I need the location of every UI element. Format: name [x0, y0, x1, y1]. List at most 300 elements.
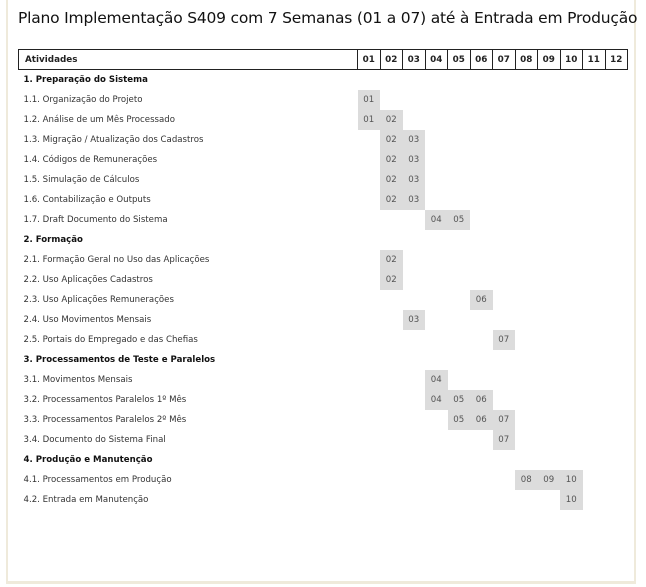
week-cell-empty	[403, 390, 426, 410]
task-row	[19, 210, 628, 230]
task-row	[19, 90, 628, 110]
week-cell-empty	[380, 450, 403, 470]
week-cell-empty	[538, 370, 561, 390]
week-cell-empty	[448, 270, 471, 290]
week-cell-empty	[425, 470, 448, 490]
task-row	[19, 490, 628, 510]
gantt-header-row	[19, 50, 628, 70]
section-label: 3. Processamentos de Teste e Paralelos	[23, 355, 216, 365]
week-cell-empty	[515, 70, 538, 91]
task-row	[19, 410, 628, 430]
week-cell-empty	[380, 70, 403, 91]
week-cell-active: 04	[425, 210, 448, 230]
week-cell-active: 04	[425, 390, 448, 410]
week-cell-empty	[425, 350, 448, 370]
week-cell-empty	[448, 330, 471, 350]
section-row	[19, 350, 628, 370]
week-cell-empty	[583, 290, 606, 310]
gantt-table	[18, 49, 628, 510]
week-cell-empty	[425, 450, 448, 470]
week-cell-active: 10	[560, 490, 583, 510]
week-cell-empty	[560, 290, 583, 310]
task-label: 2.5. Portais do Empregado e das Chefias	[23, 335, 198, 345]
week-cell-empty	[403, 70, 426, 91]
week-cell-empty	[470, 150, 493, 170]
week-cell-empty	[493, 310, 516, 330]
week-cell-active: 01	[358, 90, 381, 110]
week-cell-empty	[403, 230, 426, 250]
week-cell-empty	[425, 270, 448, 290]
task-row	[19, 390, 628, 410]
week-cell-empty	[493, 350, 516, 370]
week-cell-empty	[493, 170, 516, 190]
week-cell-empty	[605, 110, 628, 130]
section-row	[19, 70, 628, 91]
week-cell-empty	[605, 350, 628, 370]
week-cell-empty	[380, 330, 403, 350]
week-cell-empty	[515, 190, 538, 210]
week-cell-empty	[358, 130, 381, 150]
week-cell-empty	[358, 490, 381, 510]
week-cell-empty	[538, 430, 561, 450]
week-cell-empty	[448, 230, 471, 250]
week-header-11: 11	[583, 50, 606, 70]
week-cell-empty	[380, 470, 403, 490]
task-row	[19, 290, 628, 310]
week-cell-empty	[448, 250, 471, 270]
week-cell-empty	[583, 190, 606, 210]
task-row	[19, 310, 628, 330]
week-header-02: 02	[380, 50, 403, 70]
week-cell-empty	[538, 290, 561, 310]
week-cell-empty	[358, 390, 381, 410]
week-cell-empty	[583, 370, 606, 390]
week-cell-empty	[538, 410, 561, 430]
week-cell-empty	[560, 430, 583, 450]
week-cell-empty	[538, 350, 561, 370]
week-cell-empty	[583, 450, 606, 470]
week-cell-empty	[538, 270, 561, 290]
task-label: 3.2. Processamentos Paralelos 1º Mês	[23, 395, 187, 405]
week-cell-empty	[560, 90, 583, 110]
week-cell-empty	[380, 490, 403, 510]
week-cell-empty	[448, 310, 471, 330]
week-cell-empty	[560, 150, 583, 170]
week-cell-empty	[358, 150, 381, 170]
week-cell-empty	[605, 390, 628, 410]
week-cell-active: 03	[403, 150, 426, 170]
week-cell-empty	[358, 290, 381, 310]
week-cell-empty	[605, 70, 628, 91]
week-header-03: 03	[403, 50, 426, 70]
week-cell-empty	[425, 110, 448, 130]
week-cell-empty	[605, 430, 628, 450]
week-cell-empty	[380, 390, 403, 410]
week-cell-empty	[515, 430, 538, 450]
week-cell-empty	[403, 290, 426, 310]
week-cell-empty	[470, 90, 493, 110]
week-cell-active: 05	[448, 390, 471, 410]
week-header-09: 09	[538, 50, 561, 70]
week-cell-empty	[470, 250, 493, 270]
week-cell-empty	[515, 90, 538, 110]
week-cell-active: 03	[403, 190, 426, 210]
page-title: Plano Implementação S409 com 7 Semanas (01 a 07) até à Entrada em Produção	[18, 9, 638, 27]
week-cell-empty	[583, 70, 606, 91]
week-cell-empty	[583, 310, 606, 330]
week-cell-empty	[583, 490, 606, 510]
week-cell-empty	[605, 450, 628, 470]
week-cell-empty	[493, 150, 516, 170]
week-cell-empty	[560, 450, 583, 470]
week-cell-empty	[358, 210, 381, 230]
week-cell-empty	[538, 210, 561, 230]
week-cell-empty	[448, 110, 471, 130]
week-cell-active: 07	[493, 430, 516, 450]
week-cell-empty	[583, 390, 606, 410]
task-row	[19, 150, 628, 170]
week-cell-empty	[583, 350, 606, 370]
week-cell-empty	[448, 490, 471, 510]
week-cell-empty	[358, 450, 381, 470]
week-cell-empty	[605, 490, 628, 510]
week-cell-empty	[470, 210, 493, 230]
week-cell-active: 02	[380, 130, 403, 150]
task-label: 3.3. Processamentos Paralelos 2º Mês	[23, 415, 187, 425]
week-cell-empty	[448, 370, 471, 390]
week-cell-empty	[470, 310, 493, 330]
week-cell-empty	[605, 370, 628, 390]
week-cell-active: 02	[380, 170, 403, 190]
week-cell-empty	[538, 90, 561, 110]
week-cell-empty	[470, 430, 493, 450]
week-cell-empty	[358, 170, 381, 190]
week-cell-empty	[425, 230, 448, 250]
week-cell-empty	[583, 170, 606, 190]
week-cell-empty	[448, 290, 471, 310]
task-label: 4.2. Entrada em Manutenção	[23, 495, 149, 505]
week-cell-empty	[583, 210, 606, 230]
week-cell-empty	[538, 250, 561, 270]
week-cell-empty	[448, 150, 471, 170]
week-header-06: 06	[470, 50, 493, 70]
week-cell-empty	[538, 390, 561, 410]
week-cell-empty	[493, 70, 516, 91]
task-label: 1.5. Simulação de Cálculos	[23, 175, 140, 185]
task-row	[19, 370, 628, 390]
week-cell-empty	[538, 170, 561, 190]
week-cell-active: 01	[358, 110, 381, 130]
section-label: 1. Preparação do Sistema	[23, 75, 148, 85]
week-cell-empty	[515, 250, 538, 270]
week-cell-active: 03	[403, 310, 426, 330]
week-cell-empty	[583, 90, 606, 110]
week-cell-empty	[425, 330, 448, 350]
section-label: 4. Produção e Manutenção	[23, 455, 153, 465]
week-cell-empty	[448, 430, 471, 450]
week-cell-empty	[470, 130, 493, 150]
week-cell-empty	[493, 210, 516, 230]
week-cell-empty	[470, 270, 493, 290]
week-header-12: 12	[605, 50, 628, 70]
task-label: 2.2. Uso Aplicações Cadastros	[23, 275, 153, 285]
week-cell-empty	[425, 170, 448, 190]
week-cell-empty	[380, 350, 403, 370]
week-cell-empty	[605, 150, 628, 170]
week-cell-empty	[515, 290, 538, 310]
week-cell-empty	[493, 110, 516, 130]
task-row	[19, 430, 628, 450]
task-label: 1.1. Organização do Projeto	[23, 95, 143, 105]
week-cell-empty	[560, 330, 583, 350]
section-row	[19, 450, 628, 470]
week-cell-active: 06	[470, 410, 493, 430]
week-cell-active: 05	[448, 410, 471, 430]
week-cell-empty	[560, 310, 583, 330]
week-cell-empty	[493, 90, 516, 110]
week-cell-empty	[560, 270, 583, 290]
week-cell-active: 09	[538, 470, 561, 490]
week-cell-empty	[358, 230, 381, 250]
week-header-08: 08	[515, 50, 538, 70]
week-cell-empty	[605, 210, 628, 230]
week-cell-empty	[403, 110, 426, 130]
week-cell-empty	[448, 450, 471, 470]
week-header-07: 07	[493, 50, 516, 70]
week-cell-empty	[425, 410, 448, 430]
week-header-05: 05	[448, 50, 471, 70]
week-cell-empty	[560, 250, 583, 270]
week-cell-empty	[515, 390, 538, 410]
task-label: 1.4. Códigos de Remunerações	[23, 155, 158, 165]
week-cell-active: 02	[380, 110, 403, 130]
week-cell-empty	[358, 270, 381, 290]
week-cell-empty	[493, 450, 516, 470]
week-cell-active: 06	[470, 290, 493, 310]
week-cell-empty	[538, 130, 561, 150]
week-cell-empty	[470, 450, 493, 470]
week-cell-empty	[583, 430, 606, 450]
week-cell-empty	[583, 230, 606, 250]
week-cell-empty	[448, 90, 471, 110]
week-cell-active: 03	[403, 170, 426, 190]
week-cell-empty	[448, 170, 471, 190]
week-cell-empty	[493, 230, 516, 250]
week-cell-empty	[560, 390, 583, 410]
task-row	[19, 330, 628, 350]
week-cell-empty	[358, 70, 381, 91]
week-cell-empty	[448, 190, 471, 210]
week-cell-empty	[515, 210, 538, 230]
week-cell-empty	[403, 410, 426, 430]
week-cell-empty	[380, 290, 403, 310]
week-cell-active: 02	[380, 250, 403, 270]
week-cell-empty	[425, 490, 448, 510]
week-cell-empty	[403, 350, 426, 370]
week-cell-empty	[605, 170, 628, 190]
week-cell-empty	[425, 150, 448, 170]
week-cell-active: 02	[380, 270, 403, 290]
week-cell-empty	[470, 70, 493, 91]
week-cell-empty	[403, 250, 426, 270]
week-cell-empty	[515, 270, 538, 290]
week-cell-empty	[448, 350, 471, 370]
week-cell-empty	[380, 410, 403, 430]
week-cell-empty	[560, 410, 583, 430]
week-cell-empty	[448, 130, 471, 150]
week-cell-empty	[515, 150, 538, 170]
week-cell-empty	[583, 250, 606, 270]
week-cell-empty	[605, 410, 628, 430]
week-cell-empty	[493, 250, 516, 270]
week-cell-empty	[560, 130, 583, 150]
week-header-01: 01	[358, 50, 381, 70]
week-cell-empty	[358, 410, 381, 430]
week-cell-empty	[358, 310, 381, 330]
week-cell-active: 10	[560, 470, 583, 490]
task-row	[19, 270, 628, 290]
task-row	[19, 250, 628, 270]
week-cell-empty	[470, 330, 493, 350]
week-cell-empty	[560, 70, 583, 91]
week-cell-empty	[538, 230, 561, 250]
week-cell-empty	[403, 470, 426, 490]
week-cell-empty	[403, 490, 426, 510]
week-cell-empty	[403, 330, 426, 350]
week-cell-empty	[515, 130, 538, 150]
task-label: 1.2. Análise de um Mês Processado	[23, 115, 176, 125]
week-cell-empty	[583, 470, 606, 490]
week-cell-empty	[538, 110, 561, 130]
week-cell-active: 06	[470, 390, 493, 410]
week-cell-empty	[425, 430, 448, 450]
week-cell-active: 07	[493, 330, 516, 350]
week-cell-empty	[380, 90, 403, 110]
week-cell-empty	[380, 210, 403, 230]
week-cell-empty	[358, 370, 381, 390]
week-cell-empty	[470, 370, 493, 390]
week-cell-active: 02	[380, 190, 403, 210]
week-cell-active: 08	[515, 470, 538, 490]
week-cell-empty	[403, 430, 426, 450]
task-row	[19, 130, 628, 150]
week-cell-empty	[358, 330, 381, 350]
week-header-10: 10	[560, 50, 583, 70]
week-cell-empty	[515, 330, 538, 350]
task-label: 1.7. Draft Documento do Sistema	[23, 215, 168, 225]
week-cell-active: 03	[403, 130, 426, 150]
week-cell-empty	[493, 270, 516, 290]
week-cell-empty	[605, 290, 628, 310]
week-cell-empty	[470, 230, 493, 250]
week-cell-empty	[560, 210, 583, 230]
week-cell-empty	[403, 370, 426, 390]
week-cell-empty	[425, 250, 448, 270]
week-cell-empty	[515, 310, 538, 330]
week-header-04: 04	[425, 50, 448, 70]
task-label: 2.1. Formação Geral no Uso das Aplicações	[23, 255, 210, 265]
week-cell-empty	[515, 370, 538, 390]
week-cell-empty	[583, 270, 606, 290]
week-cell-empty	[560, 170, 583, 190]
week-cell-empty	[605, 130, 628, 150]
week-cell-empty	[358, 250, 381, 270]
week-cell-empty	[470, 470, 493, 490]
week-cell-empty	[425, 90, 448, 110]
week-cell-empty	[470, 490, 493, 510]
week-cell-empty	[380, 430, 403, 450]
week-cell-empty	[515, 170, 538, 190]
task-row	[19, 190, 628, 210]
week-cell-empty	[403, 90, 426, 110]
task-row	[19, 170, 628, 190]
week-cell-empty	[515, 350, 538, 370]
task-label: 3.4. Documento do Sistema Final	[23, 435, 166, 445]
week-cell-empty	[425, 130, 448, 150]
task-row	[19, 110, 628, 130]
week-cell-empty	[493, 470, 516, 490]
week-cell-empty	[493, 370, 516, 390]
week-cell-empty	[515, 110, 538, 130]
week-cell-empty	[470, 110, 493, 130]
week-cell-empty	[470, 170, 493, 190]
week-cell-empty	[470, 350, 493, 370]
week-cell-empty	[605, 230, 628, 250]
week-cell-active: 04	[425, 370, 448, 390]
week-cell-empty	[425, 310, 448, 330]
week-cell-empty	[605, 470, 628, 490]
gantt-body	[19, 70, 628, 511]
week-cell-empty	[493, 190, 516, 210]
week-cell-empty	[515, 230, 538, 250]
week-cell-empty	[358, 350, 381, 370]
week-cell-empty	[583, 130, 606, 150]
week-cell-empty	[605, 270, 628, 290]
task-label: 1.3. Migração / Atualização dos Cadastros	[23, 135, 204, 145]
task-label: 1.6. Contabilização e Outputs	[23, 195, 151, 205]
section-label: 2. Formação	[23, 235, 83, 245]
week-cell-empty	[493, 490, 516, 510]
activities-header: Atividades	[19, 50, 358, 70]
week-cell-empty	[538, 310, 561, 330]
week-cell-empty	[425, 290, 448, 310]
week-cell-empty	[358, 190, 381, 210]
task-label: 4.1. Processamentos em Produção	[23, 475, 172, 485]
week-cell-empty	[560, 190, 583, 210]
week-cell-empty	[538, 190, 561, 210]
week-cell-empty	[560, 230, 583, 250]
week-cell-empty	[403, 210, 426, 230]
week-cell-empty	[538, 330, 561, 350]
week-cell-empty	[470, 190, 493, 210]
week-cell-empty	[448, 70, 471, 91]
task-label: 2.3. Uso Aplicações Remunerações	[23, 295, 174, 305]
week-cell-empty	[605, 90, 628, 110]
week-cell-empty	[583, 410, 606, 430]
task-label: 2.4. Uso Movimentos Mensais	[23, 315, 152, 325]
week-cell-empty	[425, 190, 448, 210]
week-cell-empty	[448, 470, 471, 490]
week-cell-empty	[605, 310, 628, 330]
week-cell-empty	[605, 190, 628, 210]
week-cell-empty	[605, 250, 628, 270]
week-cell-empty	[515, 410, 538, 430]
week-cell-empty	[403, 450, 426, 470]
week-cell-empty	[493, 390, 516, 410]
week-cell-active: 05	[448, 210, 471, 230]
week-cell-empty	[538, 490, 561, 510]
week-cell-empty	[493, 290, 516, 310]
